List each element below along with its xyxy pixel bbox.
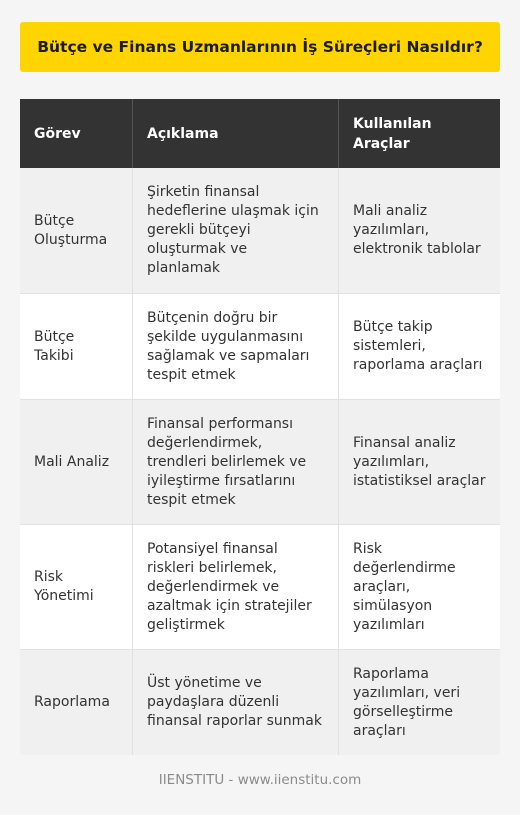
tools-cell: Mali analiz yazılımları, elektronik tablolar xyxy=(339,168,500,294)
column-header-description: Açıklama xyxy=(133,99,339,168)
table-row xyxy=(20,525,500,650)
tools-cell: Risk değerlendirme araçları, simülasyon yazılımları xyxy=(339,525,500,650)
page-title: Bütçe ve Finans Uzmanlarının İş Süreçleri Nasıldır? xyxy=(37,38,483,56)
description-cell: Şirketin finansal hedeflerine ulaşmak için gerekli bütçeyi oluşturmak ve planlamak xyxy=(133,168,339,294)
description-cell: Bütçenin doğru bir şekilde uygulanmasını sağlamak ve sapmaları tespit etmek xyxy=(133,294,339,400)
description-cell: Üst yönetime ve paydaşlara düzenli finansal raporlar sunmak xyxy=(133,650,339,755)
table-row xyxy=(20,400,500,525)
table-row xyxy=(20,650,500,755)
table-row xyxy=(20,168,500,294)
column-header-tools: Kullanılan Araçlar xyxy=(339,99,500,168)
tasks-table xyxy=(20,99,500,755)
task-cell: Raporlama xyxy=(20,650,133,755)
tools-cell: Raporlama yazılımları, veri görselleştirme araçları xyxy=(339,650,500,755)
title-banner xyxy=(20,22,500,72)
description-cell: Finansal performansı değerlendirmek, trendleri belirlemek ve iyileştirme fırsatlarını tespit etmek xyxy=(133,400,339,525)
task-cell: Bütçe Takibi xyxy=(20,294,133,400)
column-header-task: Görev xyxy=(20,99,133,168)
task-cell: Bütçe Oluşturma xyxy=(20,168,133,294)
footer-credit: IIENSTITU - www.iienstitu.com xyxy=(158,772,362,788)
task-cell: Risk Yönetimi xyxy=(20,525,133,650)
task-cell: Mali Analiz xyxy=(20,400,133,525)
tools-cell: Bütçe takip sistemleri, raporlama araçları xyxy=(339,294,500,400)
table-row xyxy=(20,294,500,400)
tools-cell: Finansal analiz yazılımları, istatistiksel araçlar xyxy=(339,400,500,525)
description-cell: Potansiyel finansal riskleri belirlemek, değerlendirmek ve azaltmak için stratejiler geliştirmek xyxy=(133,525,339,650)
table-header-row xyxy=(20,99,500,168)
